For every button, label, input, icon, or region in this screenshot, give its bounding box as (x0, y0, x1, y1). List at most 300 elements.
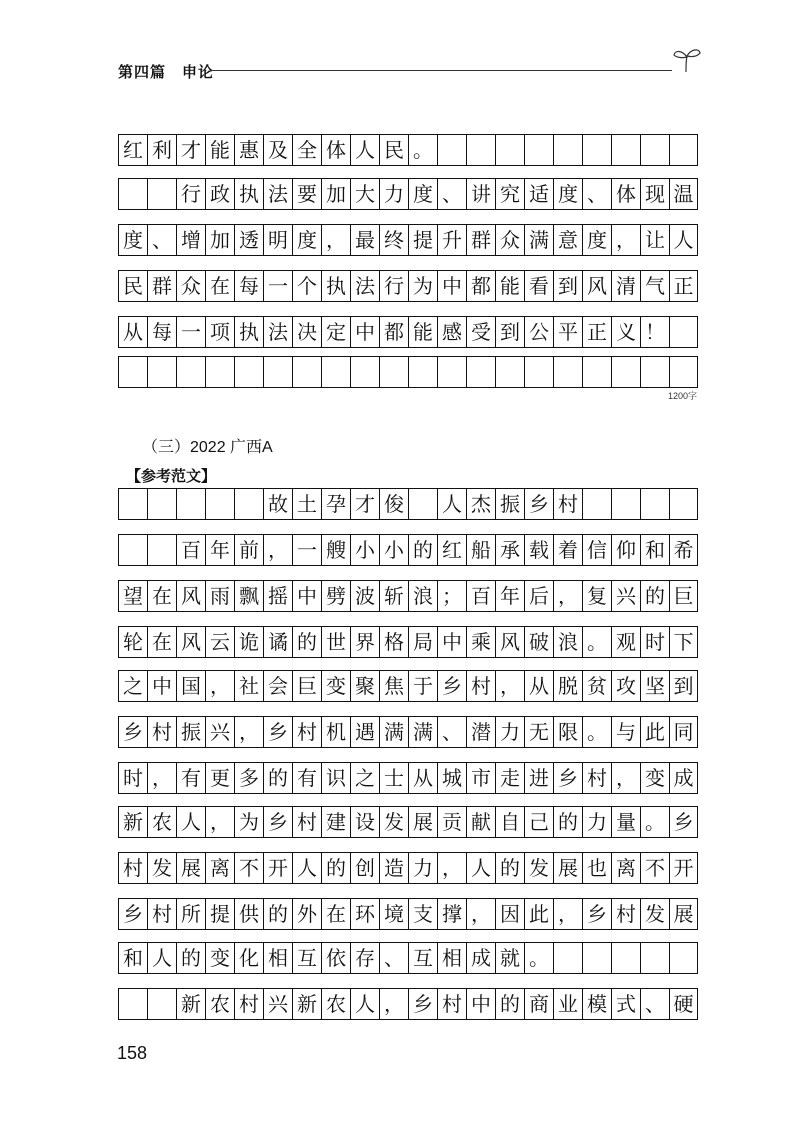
grid-cell: 。 (640, 807, 669, 837)
grid-cell: 讲 (466, 179, 495, 209)
grid-cell: 乡 (582, 899, 611, 929)
grid-cell: 民 (379, 135, 408, 165)
grid-cell: 风 (176, 627, 205, 657)
grid-cell: 的 (553, 807, 582, 837)
grid-cell: 到 (669, 671, 698, 701)
grid-cell: 法 (263, 179, 292, 209)
grid-cell: 气 (640, 271, 669, 301)
grid-cell: 成 (466, 943, 495, 973)
grid-cell: 走 (495, 763, 524, 793)
grid-cell (611, 357, 640, 387)
grid-cell: 、 (437, 179, 466, 209)
grid-cell (640, 357, 669, 387)
grid-cell: 体 (611, 179, 640, 209)
grid-cell: 依 (321, 943, 350, 973)
grid-cell: 因 (495, 899, 524, 929)
grid-cell: 从 (118, 317, 147, 347)
grid-cell: 度 (553, 179, 582, 209)
grid-row (118, 670, 698, 702)
grid-cell: 展 (669, 899, 698, 929)
grid-cell: 的 (495, 989, 524, 1019)
grid-cell: 商 (524, 989, 553, 1019)
grid-cell: 潜 (466, 717, 495, 747)
section-heading: （三）2022 广西A (142, 439, 273, 456)
grid-cell: 现 (640, 179, 669, 209)
grid-cell: 后 (524, 581, 553, 611)
grid-cell: 建 (321, 807, 350, 837)
grid-cell: 风 (176, 581, 205, 611)
grid-cell: 贫 (582, 671, 611, 701)
sprout-icon (672, 46, 702, 79)
grid-cell: 行 (379, 271, 408, 301)
grid-cell: 不 (640, 853, 669, 883)
grid-cell: 己 (524, 807, 553, 837)
grid-cell: 执 (321, 271, 350, 301)
grid-cell: 着 (553, 535, 582, 565)
grid-cell: 农 (205, 989, 234, 1019)
grid-cell: ； (437, 581, 466, 611)
page-number: 158 (117, 1043, 148, 1063)
grid-row (118, 988, 698, 1020)
grid-cell: 进 (524, 763, 553, 793)
grid-cell: 加 (321, 179, 350, 209)
grid-cell: 村 (147, 899, 176, 929)
grid-cell: 献 (466, 807, 495, 837)
grid-cell: 乡 (408, 989, 437, 1019)
grid-cell: 年 (205, 535, 234, 565)
grid-cell: 度 (118, 225, 147, 255)
grid-cell (582, 357, 611, 387)
grid-cell: ， (147, 763, 176, 793)
grid-cell: 温 (669, 179, 698, 209)
grid-cell: ！ (640, 317, 669, 347)
grid-cell: 全 (292, 135, 321, 165)
grid-cell: 能 (495, 271, 524, 301)
grid-cell: 的 (321, 853, 350, 883)
grid-cell: 中 (466, 989, 495, 1019)
grid-cell: 、 (147, 225, 176, 255)
grid-cell (640, 135, 669, 165)
grid-cell: 新 (292, 989, 321, 1019)
grid-row (118, 356, 698, 388)
grid-cell: 村 (234, 989, 263, 1019)
grid-cell: 于 (408, 671, 437, 701)
grid-cell: 利 (147, 135, 176, 165)
grid-cell: 度 (292, 225, 321, 255)
grid-cell: 前 (234, 535, 263, 565)
grid-cell: 孕 (321, 489, 350, 519)
grid-cell: 兴 (205, 717, 234, 747)
grid-cell (553, 135, 582, 165)
grid-cell: 之 (118, 671, 147, 701)
grid-cell: ， (611, 763, 640, 793)
grid-cell: 业 (553, 989, 582, 1019)
grid-cell (640, 943, 669, 973)
grid-cell: 兴 (263, 989, 292, 1019)
grid-cell: 百 (176, 535, 205, 565)
grid-cell: 自 (495, 807, 524, 837)
grid-cell: 在 (147, 581, 176, 611)
grid-cell: 振 (176, 717, 205, 747)
grid-cell: ， (553, 899, 582, 929)
grid-cell (611, 489, 640, 519)
grid-cell: 谲 (263, 627, 292, 657)
grid-cell: 意 (553, 225, 582, 255)
grid-cell (669, 317, 698, 347)
grid-cell: 和 (118, 943, 147, 973)
grid-cell (205, 489, 234, 519)
grid-row (118, 534, 698, 566)
grid-cell: 承 (495, 535, 524, 565)
grid-cell (524, 135, 553, 165)
grid-cell: 政 (205, 179, 234, 209)
grid-cell (524, 357, 553, 387)
grid-cell: ， (234, 717, 263, 747)
grid-cell: 国 (176, 671, 205, 701)
grid-cell: 村 (292, 807, 321, 837)
grid-cell: 新 (118, 807, 147, 837)
grid-cell: 格 (379, 627, 408, 657)
grid-cell: 个 (292, 271, 321, 301)
grid-cell: 新 (176, 989, 205, 1019)
grid-cell: 人 (292, 853, 321, 883)
grid-cell: 开 (669, 853, 698, 883)
grid-cell: 世 (321, 627, 350, 657)
grid-cell: 人 (669, 225, 698, 255)
grid-row (118, 134, 698, 166)
grid-cell: 一 (176, 317, 205, 347)
grid-cell (611, 943, 640, 973)
grid-cell: 兴 (611, 581, 640, 611)
grid-cell: 感 (437, 317, 466, 347)
grid-row (118, 580, 698, 612)
grid-cell: 。 (582, 717, 611, 747)
grid-cell: 乡 (669, 807, 698, 837)
grid-cell: 遇 (350, 717, 379, 747)
grid-cell: 和 (640, 535, 669, 565)
grid-cell: 此 (524, 899, 553, 929)
grid-cell: ， (205, 671, 234, 701)
grid-cell: 展 (176, 853, 205, 883)
grid-cell: 外 (292, 899, 321, 929)
grid-cell: 望 (118, 581, 147, 611)
grid-cell: 士 (379, 763, 408, 793)
grid-cell: 识 (321, 763, 350, 793)
grid-cell: 为 (234, 807, 263, 837)
grid-cell: 信 (582, 535, 611, 565)
header-rule (210, 70, 672, 71)
grid-row (118, 762, 698, 794)
grid-cell: 波 (350, 581, 379, 611)
grid-cell (495, 135, 524, 165)
grid-cell: 的 (408, 535, 437, 565)
grid-cell: 存 (350, 943, 379, 973)
grid-cell: 中 (292, 581, 321, 611)
grid-row (118, 626, 698, 658)
grid-cell: 公 (524, 317, 553, 347)
grid-cell: 。 (524, 943, 553, 973)
grid-cell (611, 135, 640, 165)
grid-cell: 及 (263, 135, 292, 165)
grid-cell: 决 (292, 317, 321, 347)
grid-cell: 展 (553, 853, 582, 883)
grid-cell (118, 989, 147, 1019)
grid-cell: 人 (176, 807, 205, 837)
grid-cell (466, 135, 495, 165)
grid-cell (553, 357, 582, 387)
grid-cell: 式 (611, 989, 640, 1019)
grid-cell: 增 (176, 225, 205, 255)
grid-cell: 中 (437, 627, 466, 657)
grid-cell: 攻 (611, 671, 640, 701)
grid-cell: 满 (524, 225, 553, 255)
grid-cell: 满 (379, 717, 408, 747)
grid-cell (147, 179, 176, 209)
grid-cell: 才 (350, 489, 379, 519)
grid-cell: 力 (408, 853, 437, 883)
grid-cell: 度 (582, 225, 611, 255)
grid-cell (350, 357, 379, 387)
grid-cell: 云 (205, 627, 234, 657)
grid-cell (582, 489, 611, 519)
grid-cell: 乡 (263, 717, 292, 747)
grid-cell (292, 357, 321, 387)
grid-cell: 此 (640, 717, 669, 747)
grid-cell: 的 (292, 627, 321, 657)
grid-cell: 村 (292, 717, 321, 747)
grid-cell: 都 (379, 317, 408, 347)
grid-cell (437, 135, 466, 165)
grid-cell: 从 (524, 671, 553, 701)
grid-cell: 发 (379, 807, 408, 837)
grid-cell: 振 (495, 489, 524, 519)
grid-cell: 人 (350, 989, 379, 1019)
grid-cell (582, 135, 611, 165)
grid-cell: 群 (147, 271, 176, 301)
grid-cell: 的 (263, 899, 292, 929)
grid-cell: 的 (640, 581, 669, 611)
grid-cell: 加 (205, 225, 234, 255)
grid-cell (408, 357, 437, 387)
grid-cell: 无 (524, 717, 553, 747)
grid-cell: 村 (466, 671, 495, 701)
grid-cell: 乡 (524, 489, 553, 519)
grid-cell: 撑 (437, 899, 466, 929)
grid-cell: 要 (292, 179, 321, 209)
grid-cell: 。 (408, 135, 437, 165)
grid-cell: 离 (611, 853, 640, 883)
grid-cell: 小 (379, 535, 408, 565)
grid-cell: 平 (553, 317, 582, 347)
grid-cell: 执 (234, 179, 263, 209)
grid-cell: 船 (466, 535, 495, 565)
grid-cell: 执 (234, 317, 263, 347)
grid-cell: ， (437, 853, 466, 883)
grid-cell (176, 489, 205, 519)
grid-cell: 诡 (234, 627, 263, 657)
grid-row (118, 316, 698, 348)
grid-cell: 互 (292, 943, 321, 973)
chapter-title: 第四篇 申论 (118, 64, 215, 81)
grid-cell: 在 (205, 271, 234, 301)
grid-cell: 发 (640, 899, 669, 929)
grid-cell (147, 989, 176, 1019)
grid-cell: 希 (669, 535, 698, 565)
grid-cell: 村 (582, 763, 611, 793)
grid-cell: 力 (495, 717, 524, 747)
grid-cell: 飘 (234, 581, 263, 611)
grid-cell (234, 357, 263, 387)
grid-cell: 劈 (321, 581, 350, 611)
grid-cell: 、 (640, 989, 669, 1019)
grid-cell: 的 (495, 853, 524, 883)
grid-cell: 变 (205, 943, 234, 973)
grid-cell: 也 (582, 853, 611, 883)
grid-cell: 中 (147, 671, 176, 701)
grid-cell: 创 (350, 853, 379, 883)
grid-cell (234, 489, 263, 519)
grid-cell: 轮 (118, 627, 147, 657)
grid-cell: 小 (350, 535, 379, 565)
grid-cell: 下 (669, 627, 698, 657)
grid-cell: 市 (466, 763, 495, 793)
grid-cell: 力 (379, 179, 408, 209)
grid-cell: 正 (582, 317, 611, 347)
grid-cell (495, 357, 524, 387)
grid-cell: 都 (466, 271, 495, 301)
grid-cell: 众 (176, 271, 205, 301)
grid-cell: 杰 (466, 489, 495, 519)
grid-cell: 会 (263, 671, 292, 701)
grid-cell: 变 (640, 763, 669, 793)
grid-cell: 升 (437, 225, 466, 255)
grid-cell: 更 (205, 763, 234, 793)
grid-cell: ， (466, 899, 495, 929)
grid-cell: 、 (437, 717, 466, 747)
grid-row (118, 806, 698, 838)
grid-cell: 就 (495, 943, 524, 973)
grid-cell: 脱 (553, 671, 582, 701)
grid-cell (118, 535, 147, 565)
grid-cell: 百 (466, 581, 495, 611)
grid-cell (321, 357, 350, 387)
grid-row (118, 270, 698, 302)
grid-cell: 乡 (118, 899, 147, 929)
grid-cell: 为 (408, 271, 437, 301)
grid-row (118, 178, 698, 210)
grid-cell: 开 (263, 853, 292, 883)
grid-cell: ， (205, 807, 234, 837)
grid-cell: 一 (263, 271, 292, 301)
grid-cell: 互 (408, 943, 437, 973)
grid-cell: 相 (437, 943, 466, 973)
grid-cell: 贡 (437, 807, 466, 837)
grid-cell: 载 (524, 535, 553, 565)
grid-cell: 一 (292, 535, 321, 565)
grid-cell: 与 (611, 717, 640, 747)
grid-cell: 多 (234, 763, 263, 793)
grid-cell: 化 (234, 943, 263, 973)
grid-cell: 所 (176, 899, 205, 929)
grid-row (118, 898, 698, 930)
grid-cell: 究 (495, 179, 524, 209)
grid-cell (118, 357, 147, 387)
grid-cell: 法 (263, 317, 292, 347)
grid-cell: 惠 (234, 135, 263, 165)
grid-cell: 农 (147, 807, 176, 837)
grid-cell (466, 357, 495, 387)
grid-cell (379, 357, 408, 387)
grid-cell: 模 (582, 989, 611, 1019)
grid-cell (147, 535, 176, 565)
grid-cell: 、 (379, 943, 408, 973)
grid-cell: 焦 (379, 671, 408, 701)
grid-cell: ， (321, 225, 350, 255)
grid-cell: 民 (118, 271, 147, 301)
grid-cell: 乘 (466, 627, 495, 657)
grid-cell: 展 (408, 807, 437, 837)
grid-cell: 相 (263, 943, 292, 973)
grid-cell: 斩 (379, 581, 408, 611)
grid-cell: 正 (669, 271, 698, 301)
grid-cell: 透 (234, 225, 263, 255)
grid-cell: 境 (379, 899, 408, 929)
grid-cell: 终 (379, 225, 408, 255)
grid-row (118, 488, 698, 520)
grid-cell: 到 (495, 317, 524, 347)
grid-cell: ， (611, 225, 640, 255)
grid-cell: 才 (176, 135, 205, 165)
grid-cell: 时 (640, 627, 669, 657)
grid-cell: 力 (582, 807, 611, 837)
grid-cell: 让 (640, 225, 669, 255)
grid-cell (176, 357, 205, 387)
grid-cell: 看 (524, 271, 553, 301)
grid-cell: 最 (350, 225, 379, 255)
grid-cell (118, 179, 147, 209)
grid-cell: 提 (408, 225, 437, 255)
grid-cell (118, 489, 147, 519)
grid-cell: 乡 (437, 671, 466, 701)
grid-cell: 乡 (263, 807, 292, 837)
grid-cell: 项 (205, 317, 234, 347)
grid-cell: 界 (350, 627, 379, 657)
grid-cell: 离 (205, 853, 234, 883)
grid-cell: 浪 (553, 627, 582, 657)
grid-cell: ， (379, 989, 408, 1019)
grid-cell: 受 (466, 317, 495, 347)
grid-cell: 限 (553, 717, 582, 747)
grid-cell: 定 (321, 317, 350, 347)
grid-cell (669, 943, 698, 973)
grid-cell: 红 (437, 535, 466, 565)
grid-cell: 村 (611, 899, 640, 929)
grid-row (118, 852, 698, 884)
grid-cell: 年 (495, 581, 524, 611)
grid-cell: 复 (582, 581, 611, 611)
grid-cell: 硬 (669, 989, 698, 1019)
grid-cell (147, 489, 176, 519)
grid-cell (437, 357, 466, 387)
grid-cell (669, 489, 698, 519)
grid-cell (640, 489, 669, 519)
grid-cell (553, 943, 582, 973)
grid-cell: 成 (669, 763, 698, 793)
grid-cell: 能 (205, 135, 234, 165)
grid-cell: 众 (495, 225, 524, 255)
grid-cell: 能 (408, 317, 437, 347)
grid-cell: 俊 (379, 489, 408, 519)
